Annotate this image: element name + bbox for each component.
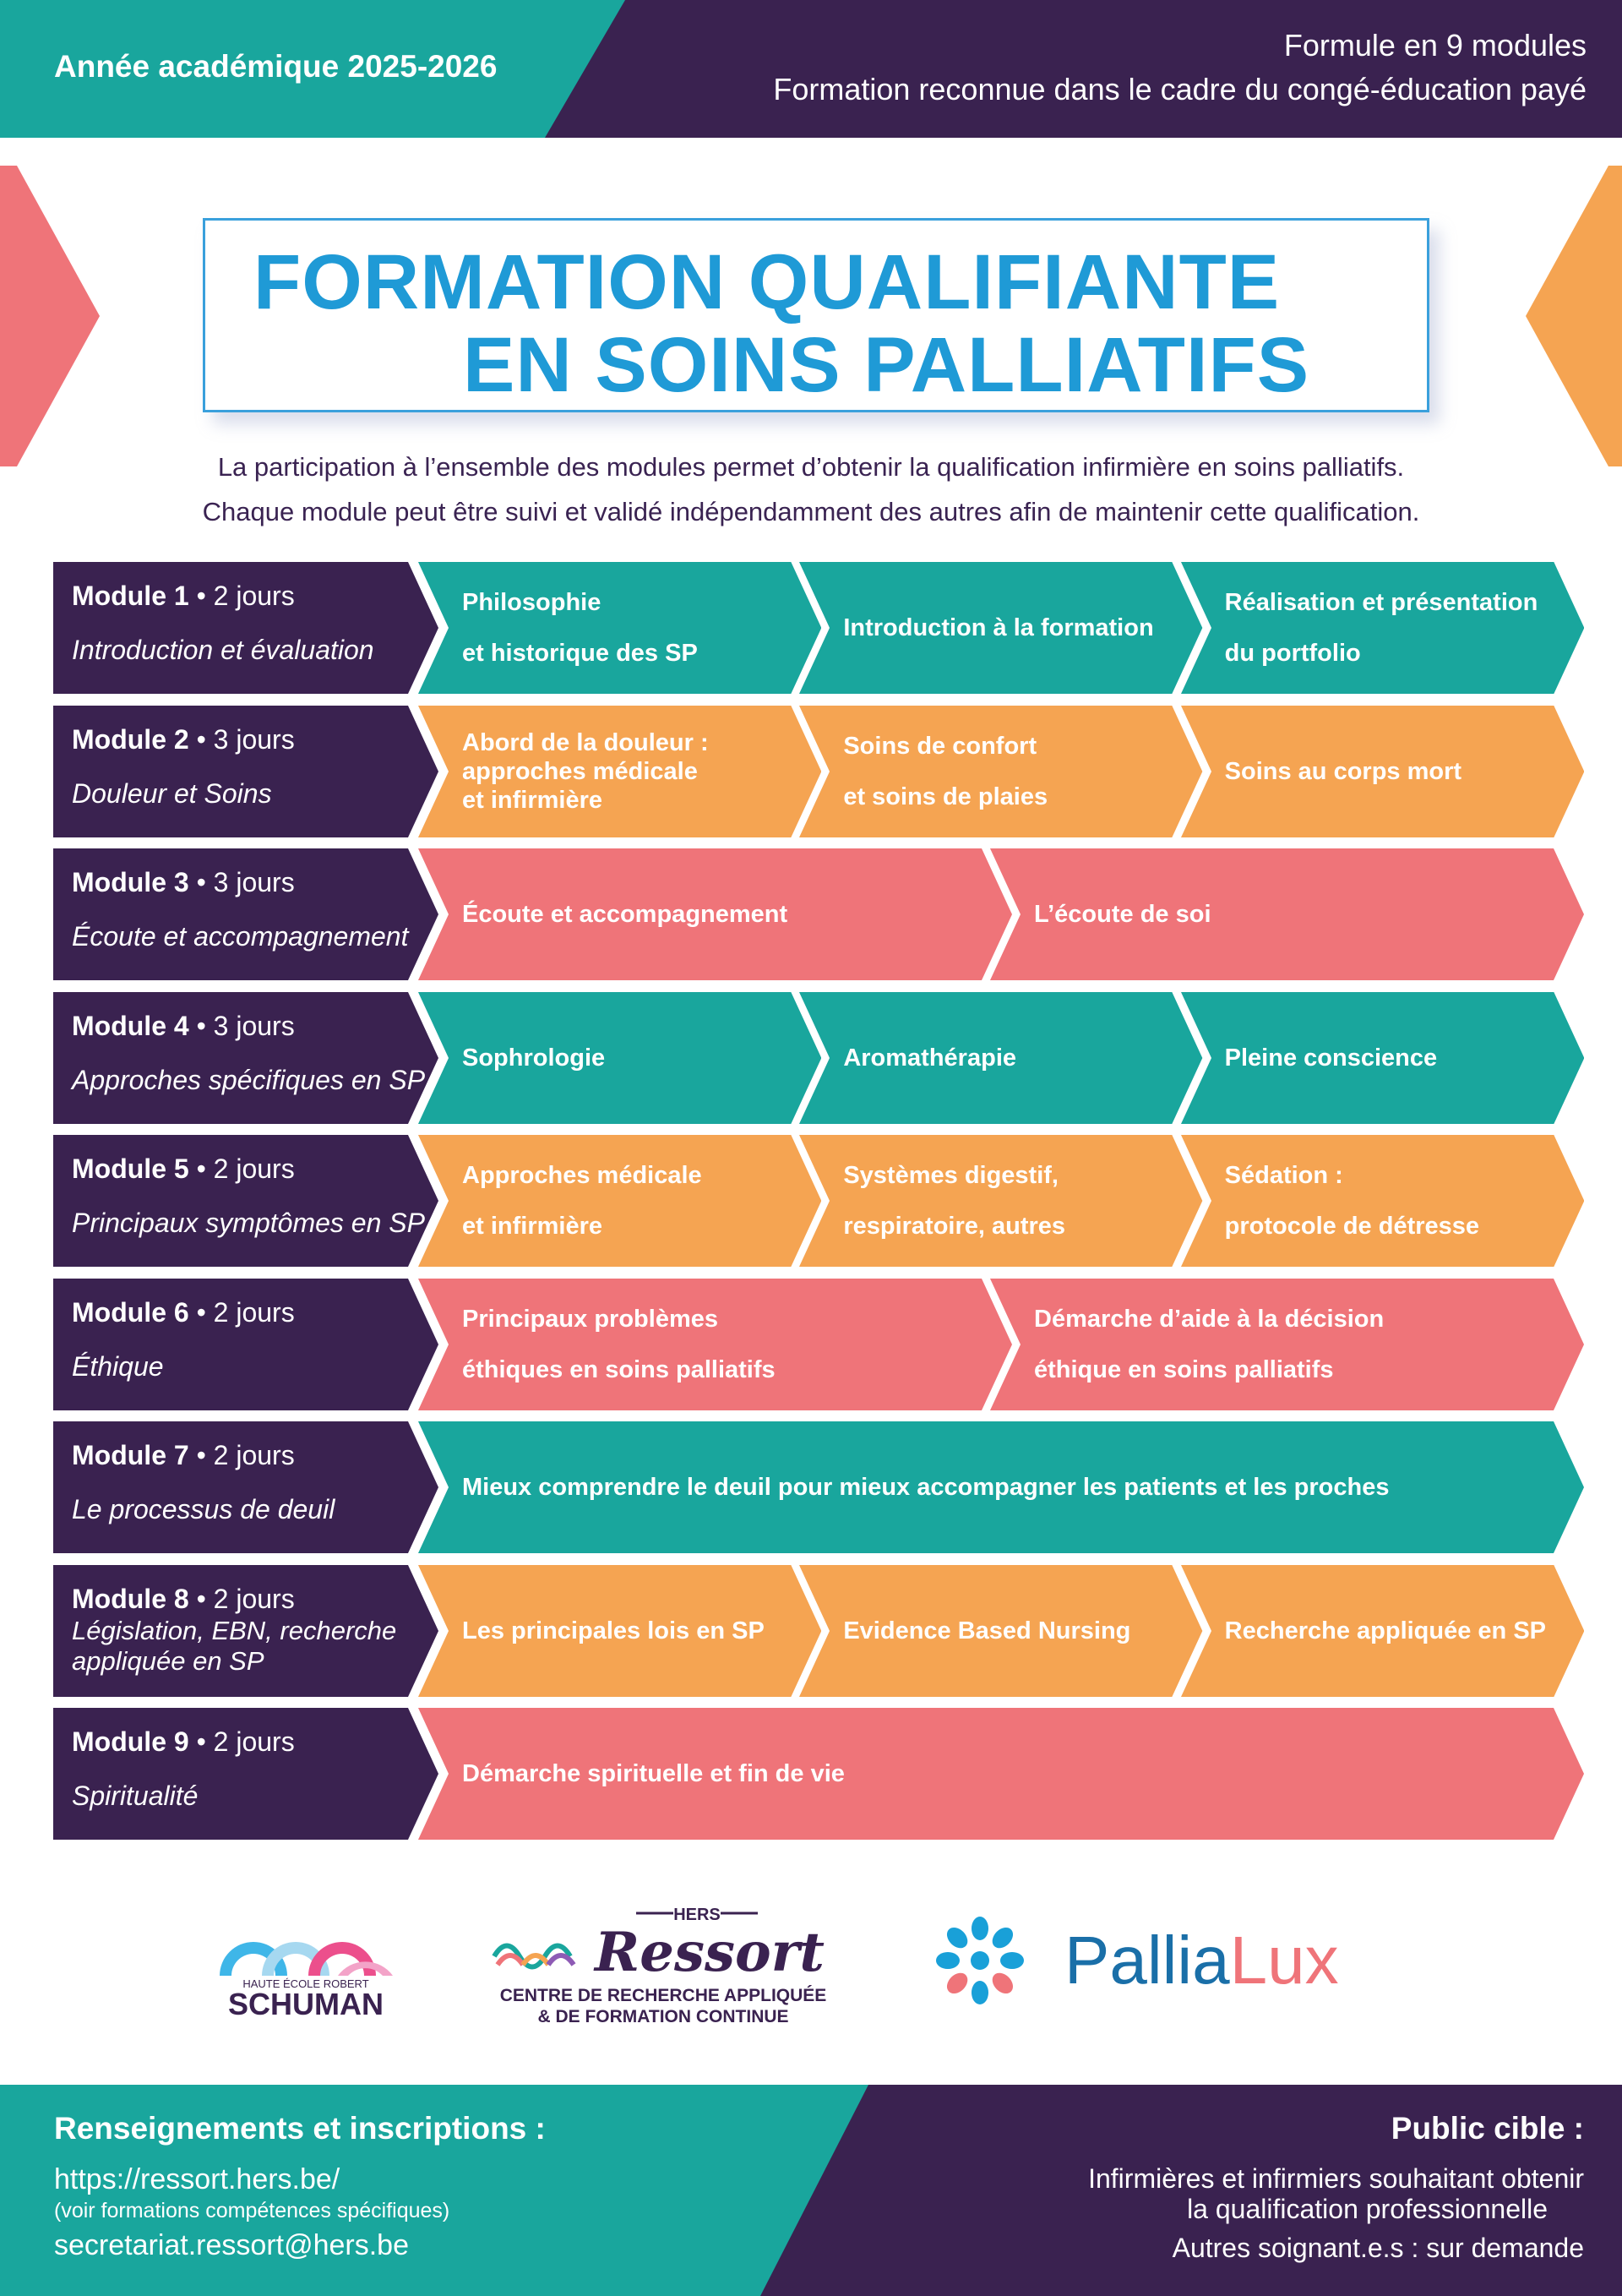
module-subtitle: Principaux symptômes en SP [72, 1208, 425, 1238]
module-duration: • 2 jours [188, 581, 295, 611]
info-title: Renseignements et inscriptions : [54, 2111, 546, 2146]
module-name: Module 9 [72, 1726, 189, 1757]
public-line-2: la qualification professionnelle [1187, 2194, 1548, 2224]
module-topic [418, 1708, 1584, 1840]
title-line-2: EN SOINS PALLIATIFS [463, 322, 1310, 408]
module-row [53, 1421, 1584, 1553]
module-topic-label: Réalisation et présentation du portfolio [1224, 589, 1538, 667]
module-name: Module 3 [72, 867, 189, 897]
module-name: Module 8 [72, 1583, 189, 1614]
module-topic [1181, 706, 1584, 837]
module-label [53, 992, 438, 1124]
svg-text:Ressort: Ressort [595, 1921, 825, 1984]
pallialux-logo [921, 1906, 1428, 2015]
intro-line-1: La participation à l’ensemble des modules permet d’obtenir la qualification infirmière en soins palliatifs. [217, 452, 1405, 482]
module-label [53, 1135, 438, 1267]
module-title [72, 1297, 295, 1328]
module-topic-label: Sophrologie [462, 1044, 606, 1072]
module-topic-label: Evidence Based Nursing [843, 1617, 1131, 1644]
module-duration: • 2 jours [188, 1440, 295, 1470]
module-subtitle: Introduction et évaluation [72, 635, 374, 665]
title-line-1: FORMATION QUALIFIANTE [253, 239, 1281, 325]
module-subtitle: Spiritualité [72, 1781, 199, 1811]
module-duration: • 3 jours [188, 867, 295, 897]
module-topic [1181, 1135, 1584, 1267]
module-title [72, 724, 295, 755]
header-info [773, 24, 1587, 112]
module-subtitle: Approches spécifiques en SP [72, 1064, 426, 1095]
module-topic [418, 1421, 1584, 1553]
module-title [72, 1011, 295, 1042]
svg-text:HERS: HERS [673, 1906, 721, 1924]
svg-text:CENTRE DE RECHERCHE APPLIQUÉE: CENTRE DE RECHERCHE APPLIQUÉE [499, 1986, 827, 2005]
module-label [53, 562, 438, 694]
module-name: Module 5 [72, 1153, 189, 1184]
module-title [72, 1440, 295, 1471]
module-title [72, 867, 295, 898]
module-topic-label: Abord de la douleur : approches médicale et infirmière [462, 728, 709, 814]
module-topic [418, 1565, 821, 1697]
module-duration: • 3 jours [188, 723, 295, 755]
module-topic [1181, 562, 1584, 694]
module-row [53, 992, 1584, 1124]
module-topic-label: Démarche spirituelle et fin de vie [462, 1760, 845, 1787]
module-subtitle: Douleur et Soins [72, 777, 272, 809]
hers-ressort-logo [486, 1901, 841, 2028]
module-topic-label: Approches médicale et infirmière [462, 1162, 702, 1240]
module-topic-label: Soins de confort et soins de plaies [843, 732, 1048, 810]
right-side-arrow [1521, 166, 1622, 466]
module-topic-label: Démarche d’aide à la décision éthique en soins palliatifs [1034, 1305, 1385, 1383]
module-title [72, 581, 295, 612]
module-subtitle: Écoute et accompagnement [72, 921, 409, 952]
module-subtitle: Le processus de deuil [72, 1494, 335, 1524]
module-topic-label: Recherche appliquée en SP [1224, 1617, 1547, 1644]
module-topic [418, 706, 821, 837]
module-duration: • 3 jours [188, 1010, 295, 1041]
module-topic [799, 562, 1202, 694]
module-topic [418, 848, 1012, 980]
module-topic [418, 992, 821, 1124]
module-label [53, 706, 438, 837]
module-row [53, 1565, 1584, 1697]
module-topic-label: Écoute et accompagnement [462, 901, 788, 928]
info-url-link[interactable]: https://ressort.hers.be/ [54, 2163, 340, 2195]
module-topic [418, 1135, 821, 1267]
module-duration: • 2 jours [188, 1153, 295, 1184]
module-duration: • 2 jours [188, 1726, 295, 1757]
module-topic-label: Sédation : protocole de détresse [1224, 1162, 1480, 1240]
module-topic-label: L’écoute de soi [1034, 901, 1211, 928]
module-subtitle: Éthique [72, 1350, 164, 1382]
svg-text:PalliaLux: PalliaLux [1064, 1922, 1339, 1998]
module-row [53, 1708, 1584, 1840]
module-name: Module 1 [72, 581, 189, 611]
module-topic [799, 1135, 1202, 1267]
module-name: Module 7 [72, 1440, 189, 1470]
module-topic [418, 1279, 1012, 1410]
info-email-link[interactable]: secretariat.ressort@hers.be [54, 2229, 410, 2261]
module-duration: • 2 jours [188, 1583, 295, 1614]
module-row [53, 562, 1584, 694]
module-name: Module 6 [72, 1296, 189, 1328]
module-topic [799, 992, 1202, 1124]
module-topic [799, 706, 1202, 837]
module-topic [1181, 992, 1584, 1124]
module-topic [990, 848, 1584, 980]
module-row [53, 1135, 1584, 1267]
module-label [53, 1279, 438, 1410]
module-topic [990, 1279, 1584, 1410]
formula-label: Formule en 9 modules [1283, 28, 1587, 63]
module-topic-label: Soins au corps mort [1224, 757, 1462, 785]
module-title [72, 1726, 295, 1758]
recognition-label: Formation reconnue dans le cadre du congé-éducation payé [773, 72, 1587, 106]
module-topic-label: Introduction à la formation [843, 614, 1154, 641]
module-name: Module 4 [72, 1010, 189, 1041]
module-name: Module 2 [72, 723, 189, 755]
module-label [53, 848, 438, 980]
module-topic-label: Aromathérapie [843, 1044, 1016, 1072]
schuman-logo [211, 1901, 401, 2020]
module-title [72, 1153, 295, 1185]
module-row [53, 706, 1584, 837]
module-topic-label: Principaux problèmes éthiques en soins palliatifs [462, 1305, 776, 1383]
info-url-note: (voir formations compétences spécifiques) [54, 2199, 450, 2222]
left-side-arrow [0, 166, 101, 466]
module-label [53, 1565, 438, 1697]
module-topic [1181, 1565, 1584, 1697]
public-line-3: Autres soignant.e.s : sur demande [1172, 2233, 1584, 2263]
module-title [72, 1584, 295, 1615]
public-line-1: Infirmières et infirmiers souhaitant obtenir [1088, 2163, 1584, 2194]
module-topic [799, 1565, 1202, 1697]
module-label [53, 1421, 438, 1553]
module-row [53, 848, 1584, 980]
module-topic-label: Systèmes digestif, respiratoire, autres [843, 1162, 1066, 1240]
module-subtitle: Législation, EBN, recherche appliquée en SP [72, 1615, 397, 1676]
svg-text:SCHUMAN: SCHUMAN [228, 1987, 384, 2020]
public-title: Public cible : [1391, 2111, 1584, 2146]
module-topic-label: Philosophie et historique des SP [462, 589, 698, 667]
module-topic-label: Pleine conscience [1224, 1044, 1438, 1072]
module-row [53, 1279, 1584, 1410]
module-duration: • 2 jours [188, 1296, 295, 1328]
module-label [53, 1708, 438, 1840]
academic-year: Année académique 2025-2026 [54, 49, 498, 84]
module-topic-label: Les principales lois en SP [462, 1617, 765, 1644]
svg-text:HAUTE ÉCOLE ROBERT: HAUTE ÉCOLE ROBERT [242, 1977, 369, 1990]
svg-text:& DE FORMATION CONTINUE: & DE FORMATION CONTINUE [537, 2007, 789, 2026]
module-topic [418, 562, 821, 694]
module-topic-label: Mieux comprendre le deuil pour mieux accompagner les patients et les proches [462, 1474, 1390, 1501]
intro-line-2: Chaque module peut être suivi et validé indépendamment des autres afin de maintenir cette qualification. [202, 497, 1420, 526]
